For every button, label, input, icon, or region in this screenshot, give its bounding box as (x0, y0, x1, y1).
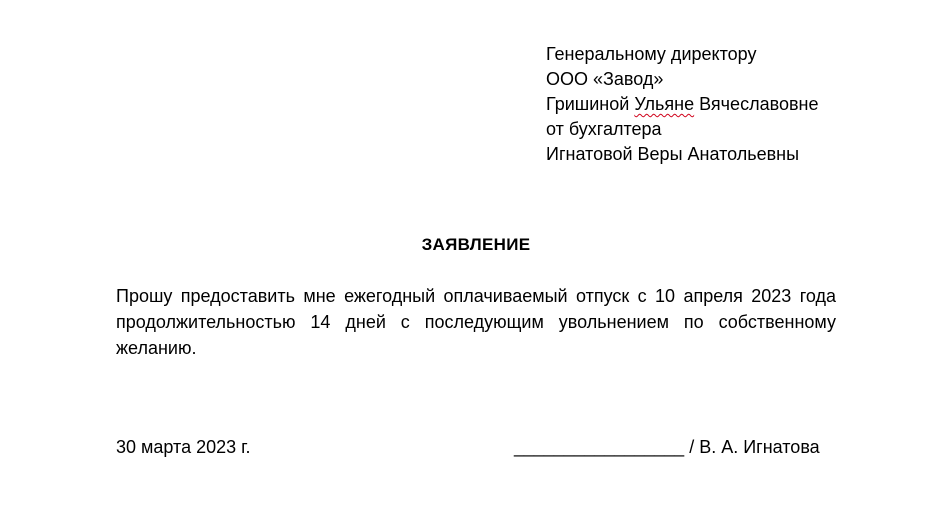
document-date: 30 марта 2023 г. (116, 437, 251, 457)
addressee-position: Генеральному директору (546, 44, 757, 64)
addressee-surname: Гришиной (546, 94, 635, 114)
addressee-company: ООО «Завод» (546, 69, 664, 89)
sender-position: от бухгалтера (546, 119, 662, 139)
addressee-firstname-misspelled[interactable]: Ульяне (634, 94, 695, 114)
signature-name: / В. А. Игнатова (684, 437, 820, 457)
document-title: ЗАЯВЛЕНИЕ (421, 235, 531, 254)
application-body: Прошу предоставить мне ежегодный оплачиваемый отпуск с 10 апреля 2023 года продолжительностью 14 дней с последующим увольнением по собственному желанию. (116, 286, 836, 358)
signature-line (514, 434, 820, 460)
addressee-block (546, 42, 818, 167)
signature-blank: _________________ (514, 437, 685, 457)
addressee-name (546, 92, 818, 117)
addressee-patronymic: Вячеславовне (694, 94, 819, 114)
sender-name: Игнатовой Веры Анатольевны (546, 144, 800, 164)
